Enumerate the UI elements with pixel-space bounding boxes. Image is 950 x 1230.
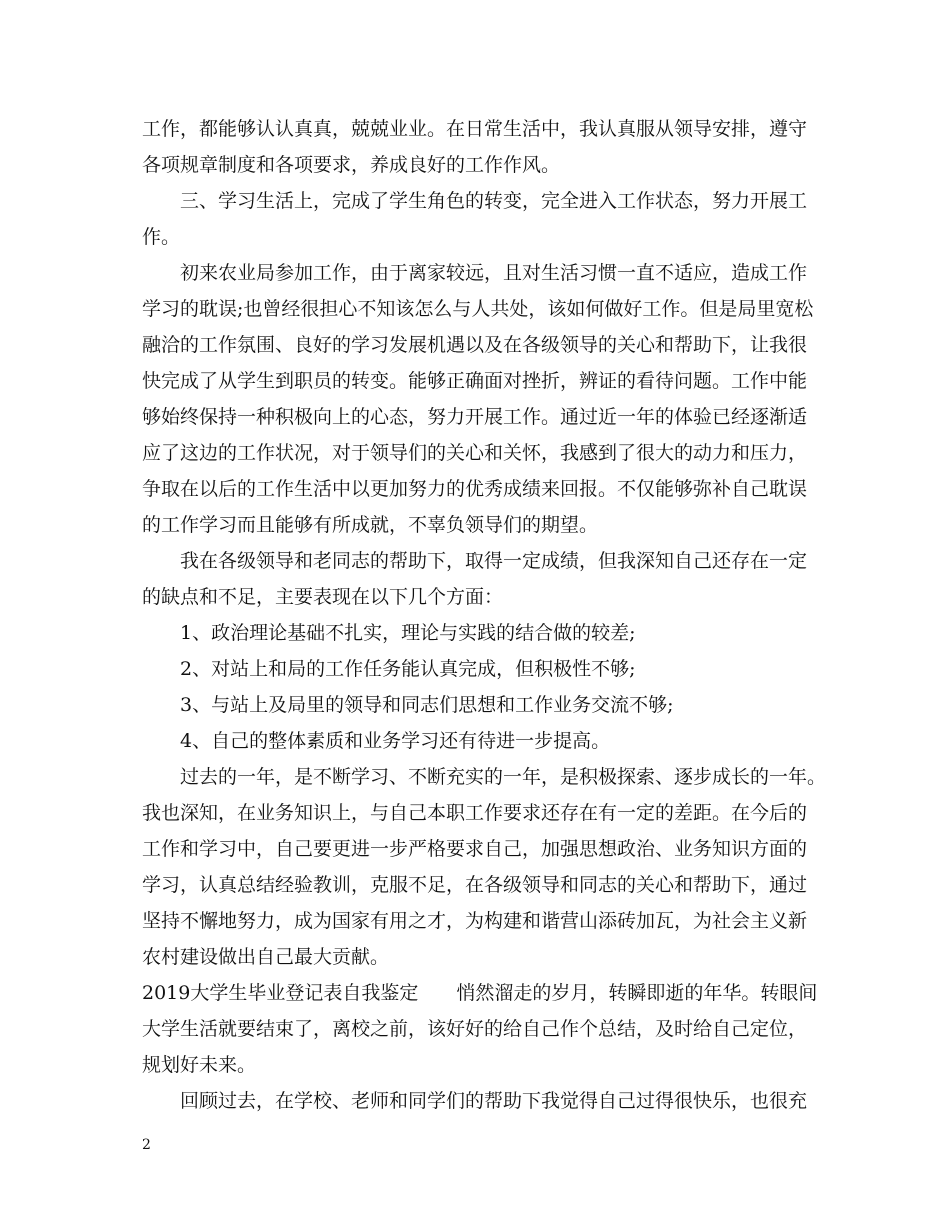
text-line: 工作和学习中，自己要更进一步严格要求自己，加强思想政治、业务知识方面的	[142, 838, 808, 860]
text-line: 规划好未来。	[142, 1054, 257, 1076]
text-line: 三、学习生活上，完成了学生角色的转变，完全进入工作状态，努力开展工	[180, 190, 808, 212]
list-item: 4、自己的整体素质和业务学习还有待进一步提高。	[180, 730, 611, 752]
text-line: 我在各级领导和老同志的帮助下，取得一定成绩，但我深知自己还存在一定	[180, 550, 808, 572]
list-item: 3、与站上及局里的领导和同志们思想和工作业务交流不够;	[180, 694, 674, 716]
text-line: 回顾过去，在学校、老师和同学们的帮助下我觉得自己过得很快乐，也很充	[180, 1090, 808, 1112]
text-line: 作。	[142, 226, 181, 248]
text-line: 争取在以后的工作生活中以更加努力的优秀成绩来回报。不仅能够弥补自己耽误	[142, 478, 808, 500]
text-line: 的缺点和不足，主要表现在以下几个方面：	[142, 586, 504, 608]
text-line: 学习的耽误;也曾经很担心不知该怎么与人共处，该如何做好工作。但是局里宽松	[142, 298, 814, 320]
text-line: 应了这边的工作状况，对于领导们的关心和关怀，我感到了很大的动力和压力，	[142, 442, 808, 464]
text-line: 初来农业局参加工作，由于离家较远，且对生活习惯一直不适应，造成工作	[180, 262, 808, 284]
text-line: 各项规章制度和各项要求，养成良好的工作作风。	[142, 154, 561, 176]
text-line: 大学生活就要结束了，离校之前，该好好的给自己作个总结，及时给自己定位，	[142, 1018, 808, 1040]
text-line: 我也深知，在业务知识上，与自己本职工作要求还存在有一定的差距。在今后的	[142, 802, 808, 824]
text-line: 快完成了从学生到职员的转变。能够正确面对挫折，辨证的看待问题。工作中能	[142, 370, 808, 392]
text-line: 融洽的工作氛围、良好的学习发展机遇以及在各级领导的关心和帮助下，让我很	[142, 334, 808, 356]
text-line: 够始终保持一种积极向上的心态，努力开展工作。通过近一年的体验已经逐渐适	[142, 406, 808, 428]
text-line: 过去的一年，是不断学习、不断充实的一年，是积极探索、逐步成长的一年。	[180, 766, 827, 788]
text-line: 学习，认真总结经验教训，克服不足，在各级领导和同志的关心和帮助下，通过	[142, 874, 808, 896]
text-line: 的工作学习而且能够有所成就，不辜负领导们的期望。	[142, 514, 599, 536]
list-item: 1、政治理论基础不扎实，理论与实践的结合做的较差;	[180, 622, 636, 644]
text-line: 农村建设做出自己最大贡献。	[142, 946, 390, 968]
list-item: 2、对站上和局的工作任务能认真完成，但积极性不够;	[180, 658, 636, 680]
page-number: 2	[142, 1137, 151, 1153]
text-line: 2019大学生毕业登记表自我鉴定 悄然溜走的岁月，转瞬即逝的年华。转眼间	[142, 982, 818, 1004]
text-line: 坚持不懈地努力，成为国家有用之才，为构建和谐营山添砖加瓦，为社会主义新	[142, 910, 808, 932]
text-line: 工作，都能够认认真真，兢兢业业。在日常生活中，我认真服从领导安排，遵守	[142, 118, 808, 140]
